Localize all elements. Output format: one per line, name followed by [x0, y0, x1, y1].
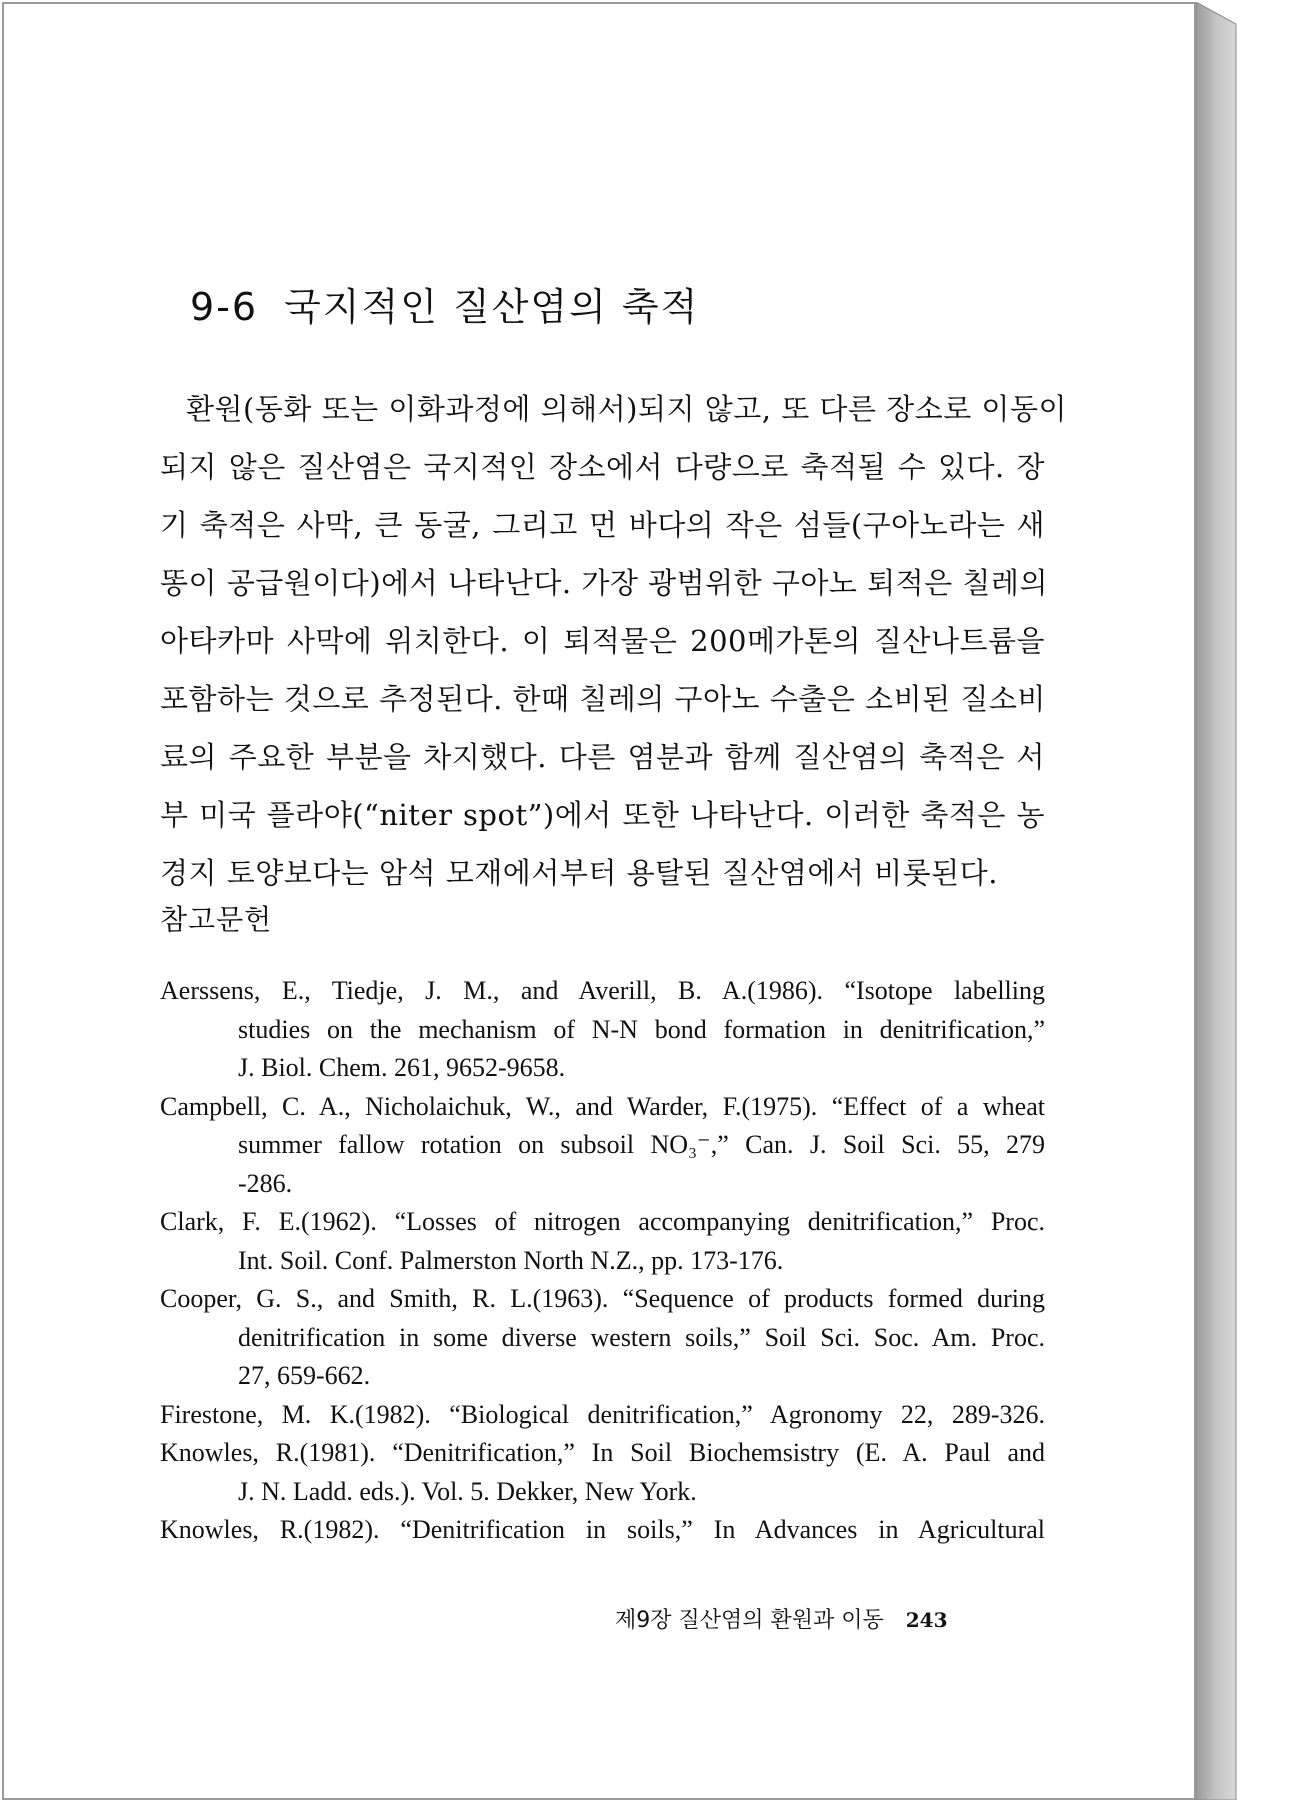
reference-line: Cooper, G. S., and Smith, R. L.(1963). “Sequence of products formed during — [160, 1284, 1045, 1313]
reference-line: J. N. Ladd. eds.). Vol. 5. Dekker, New York. — [238, 1476, 697, 1506]
paragraph-line: 기 축적은 사막, 큰 동굴, 그리고 먼 바다의 작은 섬들(구아노라는 새 — [160, 508, 1045, 542]
paragraph-line: 료의 주요한 부분을 차지했다. 다른 염분과 함께 질산염의 축적은 서 — [160, 740, 1045, 774]
reference-entry — [160, 1203, 1045, 1280]
section-number: 9-6 — [190, 285, 259, 329]
book-edge-graphic — [1196, 2, 1242, 1800]
reference-line: Campbell, C. A., Nicholaichuk, W., and Warder, F.(1975). “Effect of a wheat — [160, 1091, 1045, 1121]
paragraph-line: 환원(동화 또는 이화과정에 의해서)되지 않고, 또 다른 장소로 이동이 — [186, 392, 1067, 426]
reference-line: 27, 659-662. — [238, 1361, 371, 1390]
reference-line: Knowles, R.(1981). “Denitrification,” In Soil Biochemsistry (E. A. Paul and — [160, 1438, 1045, 1467]
reference-line: Firestone, M. K.(1982). “Biological denitrification,” Agronomy 22, 289-326. — [160, 1399, 1045, 1429]
reference-entry — [160, 1396, 1045, 1435]
reference-entry — [160, 1088, 1045, 1204]
reference-entry — [160, 1511, 1045, 1550]
reference-line: Knowles, R.(1982). “Denitrification in soils,” In Advances in Agricultural — [160, 1515, 1045, 1544]
page-footer — [615, 1603, 948, 1634]
reference-entry — [160, 1434, 1045, 1511]
running-footer-chapter: 제9장 질산염의 환원과 이동 — [615, 1608, 884, 1633]
reference-line: Int. Soil. Conf. Palmerston North N.Z., pp. 173-176. — [238, 1245, 784, 1275]
references-list — [160, 972, 1045, 1550]
body-paragraph — [160, 380, 1067, 902]
reference-entry — [160, 972, 1045, 1088]
reference-line: studies on the mechanism of N-N bond formation in denitrification,” — [238, 1014, 1045, 1044]
paragraph-line: 경지 토양보다는 암석 모재에서부터 용탈된 질산염에서 비롯된다. — [160, 856, 998, 890]
reference-line: J. Biol. Chem. 261, 9652-9658. — [238, 1053, 566, 1082]
section-title: 국지적인 질산염의 축적 — [284, 285, 700, 329]
reference-line: Clark, F. E.(1962). “Losses of nitrogen accompanying denitrification,” Proc. — [160, 1207, 1045, 1236]
paragraph-line: 똥이 공급원이다)에서 나타난다. 가장 광범위한 구아노 퇴적은 칠레의 — [160, 566, 1048, 600]
reference-line: -286. — [238, 1168, 293, 1198]
paragraph-line: 포함하는 것으로 추정된다. 한때 칠레의 구아노 수출은 소비된 질소비 — [160, 682, 1046, 716]
references-heading: 참고문헌 — [160, 903, 273, 936]
section-heading — [190, 276, 699, 331]
paragraph-line: 아타카마 사막에 위치한다. 이 퇴적물은 200메가톤의 질산나트륨을 — [160, 624, 1045, 658]
reference-line: summer fallow rotation on subsoil NO₃⁻,” Can. J. Soil Sci. 55, 279 — [238, 1130, 1045, 1159]
paragraph-line: 부 미국 플라야(“niter spot”)에서 또한 나타난다. 이러한 축적은 농 — [160, 798, 1045, 832]
book-page-edge — [1196, 2, 1242, 1800]
page-number: 243 — [905, 1608, 948, 1632]
reference-line: denitrification in some diverse western soils,” Soil Sci. Soc. Am. Proc. — [238, 1322, 1045, 1352]
paragraph-line: 되지 않은 질산염은 국지적인 장소에서 다량으로 축적될 수 있다. 장 — [160, 450, 1045, 484]
reference-line: Aerssens, E., Tiedje, J. M., and Averill, B. A.(1986). “Isotope labelling — [160, 976, 1045, 1005]
reference-entry — [160, 1280, 1045, 1396]
